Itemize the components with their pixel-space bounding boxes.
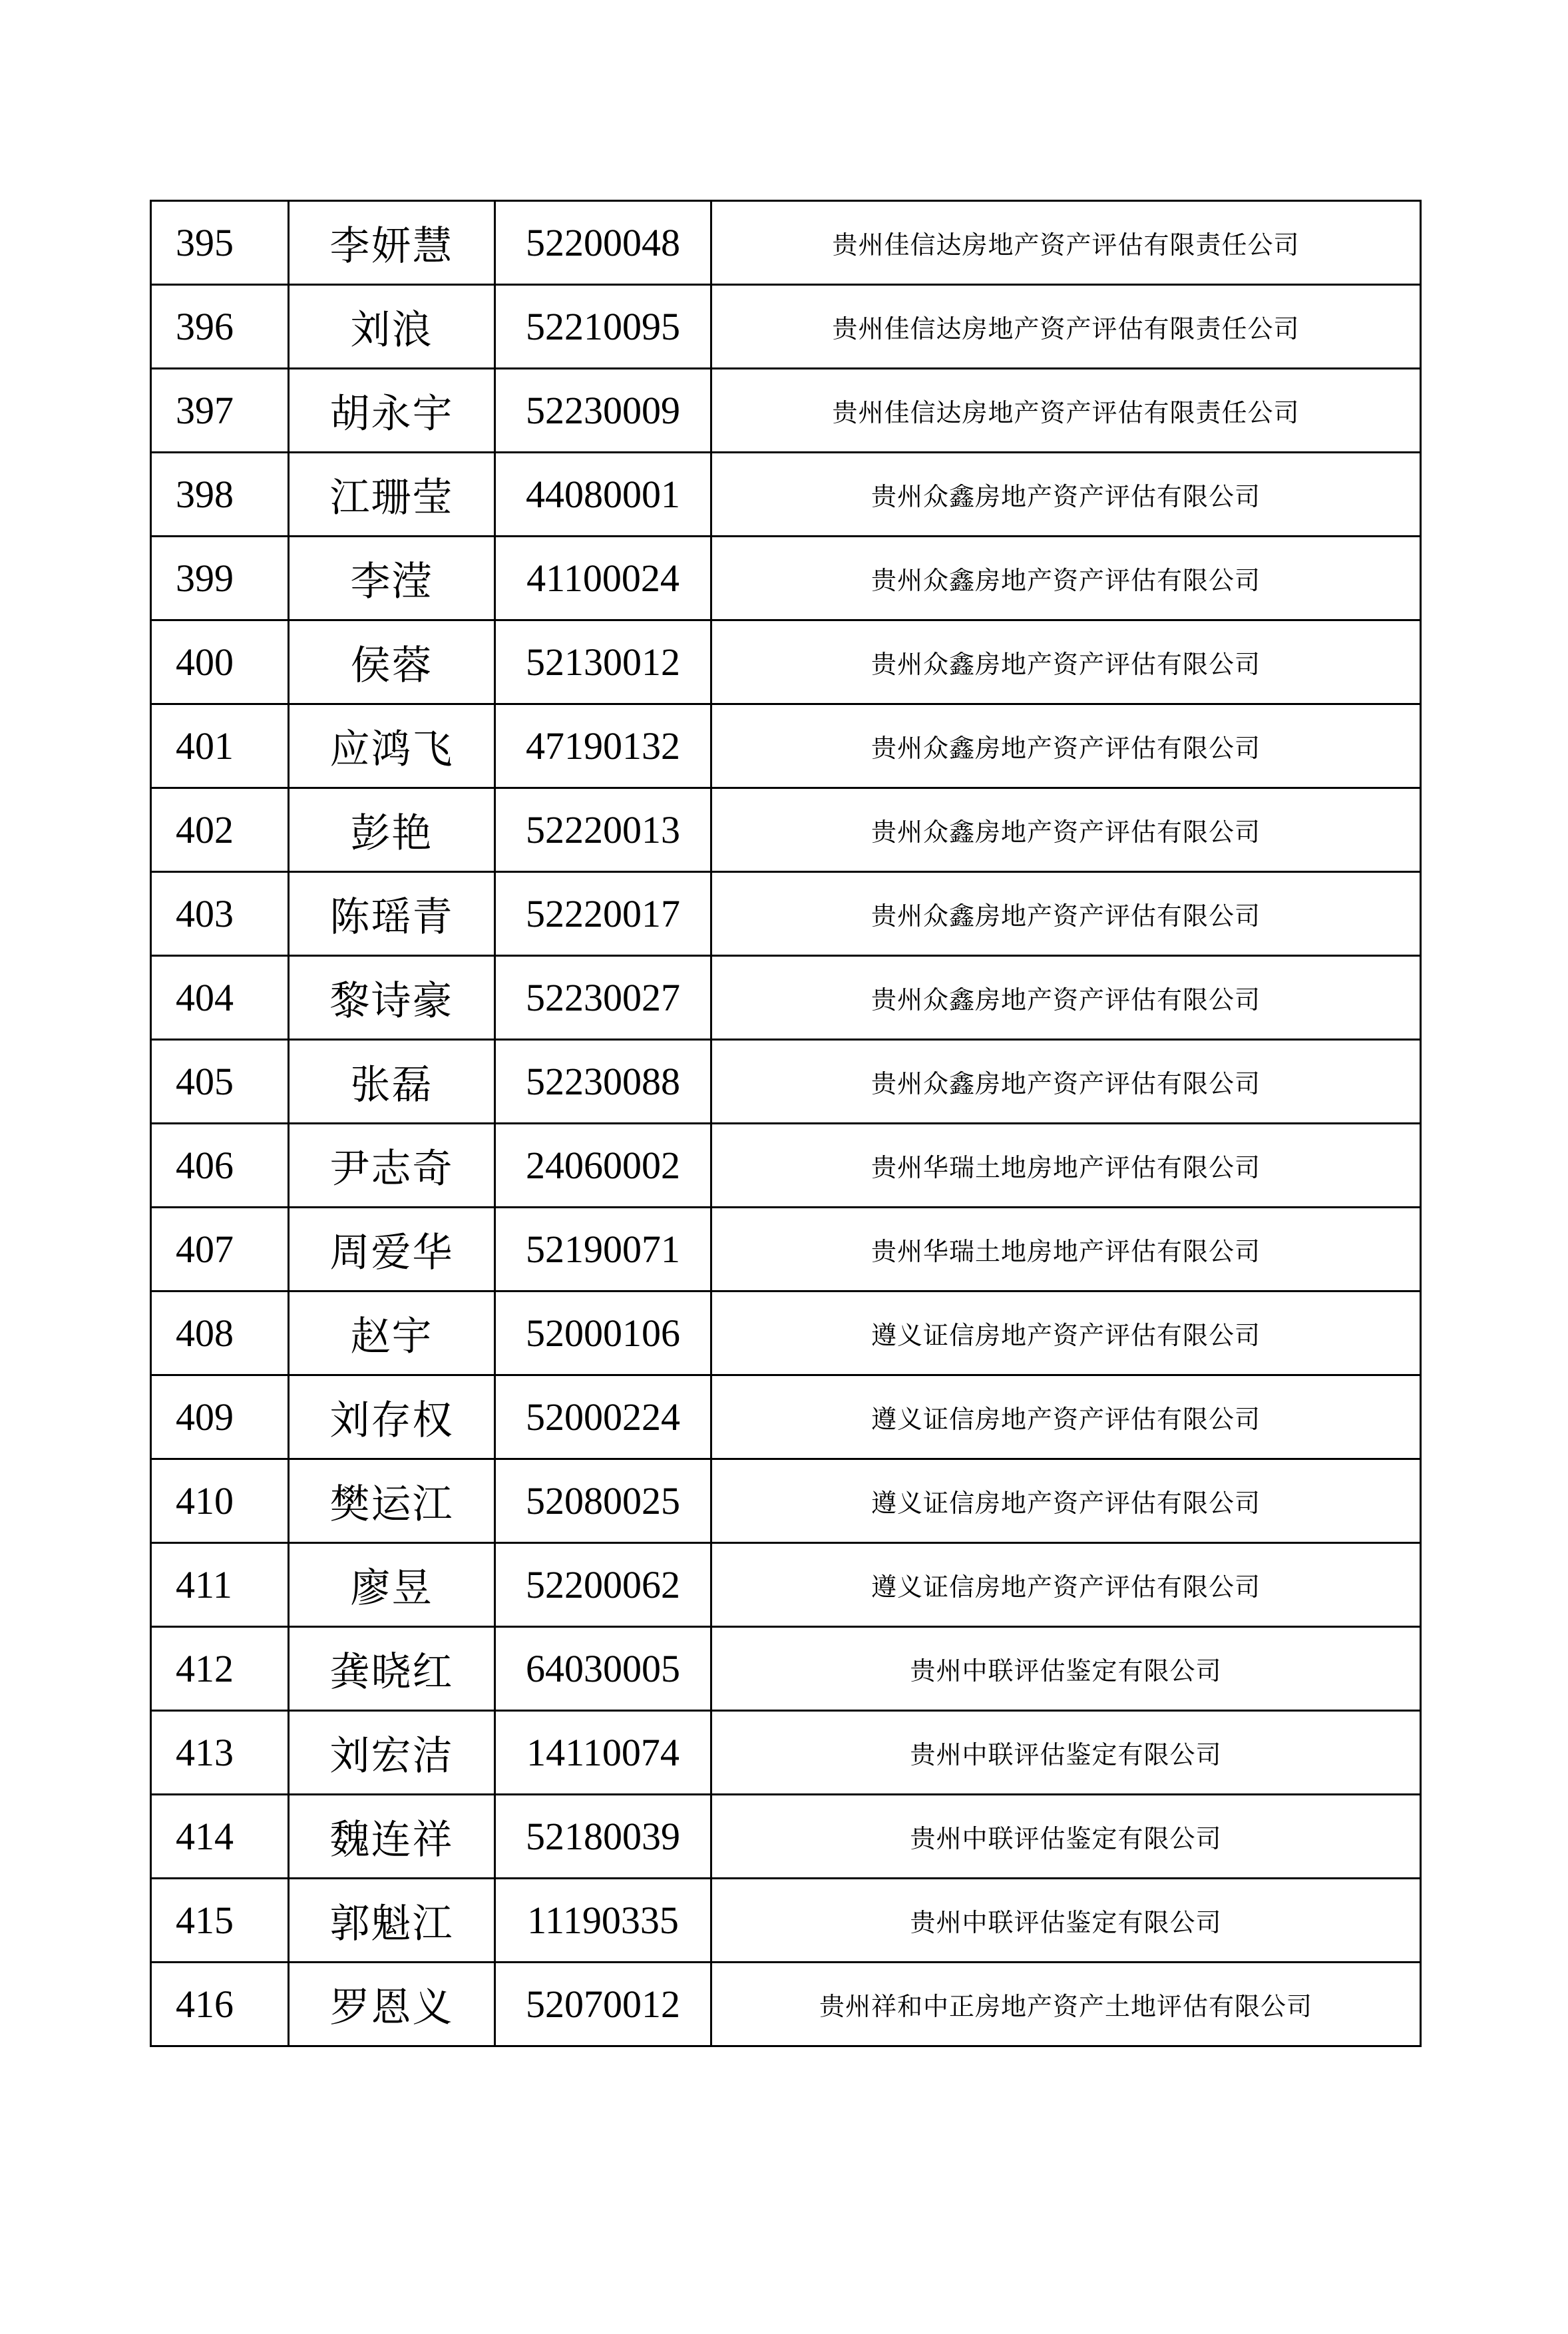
appraiser-name-cell: 彭艳	[289, 788, 495, 872]
certificate-number-cell: 52220013	[495, 788, 711, 872]
appraiser-name-cell: 刘浪	[289, 285, 495, 369]
organization-cell: 遵义证信房地产资产评估有限公司	[711, 1459, 1421, 1543]
table-row	[151, 285, 1421, 369]
table-row	[151, 704, 1421, 788]
appraiser-name-cell: 廖昱	[289, 1543, 495, 1627]
table-row	[151, 1040, 1421, 1124]
appraiser-name-cell: 陈瑶青	[289, 872, 495, 956]
organization-cell: 遵义证信房地产资产评估有限公司	[711, 1375, 1421, 1459]
appraiser-name-cell: 赵宇	[289, 1291, 495, 1375]
organization-cell: 贵州中联评估鉴定有限公司	[711, 1711, 1421, 1795]
seq-number-cell: 396	[151, 285, 289, 369]
table-row	[151, 788, 1421, 872]
table-row	[151, 1543, 1421, 1627]
certificate-number-cell: 52210095	[495, 285, 711, 369]
table-row	[151, 956, 1421, 1040]
seq-number-cell: 400	[151, 620, 289, 704]
certificate-number-cell: 52230027	[495, 956, 711, 1040]
organization-cell: 贵州中联评估鉴定有限公司	[711, 1627, 1421, 1711]
appraiser-name-cell: 江珊莹	[289, 453, 495, 537]
organization-cell: 贵州众鑫房地产资产评估有限公司	[711, 453, 1421, 537]
appraiser-registry-table	[150, 200, 1422, 2047]
appraiser-name-cell: 张磊	[289, 1040, 495, 1124]
certificate-number-cell: 52230088	[495, 1040, 711, 1124]
seq-number-cell: 397	[151, 369, 289, 453]
table-row	[151, 453, 1421, 537]
seq-number-cell: 409	[151, 1375, 289, 1459]
certificate-number-cell: 52080025	[495, 1459, 711, 1543]
seq-number-cell: 403	[151, 872, 289, 956]
organization-cell: 贵州众鑫房地产资产评估有限公司	[711, 704, 1421, 788]
appraiser-name-cell: 黎诗豪	[289, 956, 495, 1040]
certificate-number-cell: 52070012	[495, 1963, 711, 2046]
seq-number-cell: 415	[151, 1879, 289, 1963]
organization-cell: 贵州华瑞土地房地产评估有限公司	[711, 1208, 1421, 1291]
certificate-number-cell: 52000224	[495, 1375, 711, 1459]
organization-cell: 贵州众鑫房地产资产评估有限公司	[711, 620, 1421, 704]
appraiser-name-cell: 刘存权	[289, 1375, 495, 1459]
seq-number-cell: 395	[151, 201, 289, 285]
table-row	[151, 1963, 1421, 2046]
organization-cell: 贵州众鑫房地产资产评估有限公司	[711, 788, 1421, 872]
table-row	[151, 620, 1421, 704]
organization-cell: 贵州祥和中正房地产资产土地评估有限公司	[711, 1963, 1421, 2046]
certificate-number-cell: 52200048	[495, 201, 711, 285]
certificate-number-cell: 52130012	[495, 620, 711, 704]
seq-number-cell: 399	[151, 537, 289, 620]
organization-cell: 贵州佳信达房地产资产评估有限责任公司	[711, 201, 1421, 285]
table-row	[151, 369, 1421, 453]
table-row	[151, 537, 1421, 620]
seq-number-cell: 398	[151, 453, 289, 537]
seq-number-cell: 407	[151, 1208, 289, 1291]
organization-cell: 遵义证信房地产资产评估有限公司	[711, 1291, 1421, 1375]
certificate-number-cell: 44080001	[495, 453, 711, 537]
appraiser-name-cell: 胡永宇	[289, 369, 495, 453]
table-row	[151, 1795, 1421, 1879]
organization-cell: 贵州众鑫房地产资产评估有限公司	[711, 1040, 1421, 1124]
appraiser-name-cell: 罗恩义	[289, 1963, 495, 2046]
organization-cell: 贵州佳信达房地产资产评估有限责任公司	[711, 285, 1421, 369]
table-row	[151, 1459, 1421, 1543]
organization-cell: 贵州众鑫房地产资产评估有限公司	[711, 956, 1421, 1040]
organization-cell: 贵州众鑫房地产资产评估有限公司	[711, 537, 1421, 620]
organization-cell: 贵州众鑫房地产资产评估有限公司	[711, 872, 1421, 956]
organization-cell: 遵义证信房地产资产评估有限公司	[711, 1543, 1421, 1627]
certificate-number-cell: 64030005	[495, 1627, 711, 1711]
appraiser-name-cell: 郭魁江	[289, 1879, 495, 1963]
certificate-number-cell: 52190071	[495, 1208, 711, 1291]
appraiser-name-cell: 魏连祥	[289, 1795, 495, 1879]
certificate-number-cell: 11190335	[495, 1879, 711, 1963]
seq-number-cell: 412	[151, 1627, 289, 1711]
organization-cell: 贵州华瑞土地房地产评估有限公司	[711, 1124, 1421, 1208]
seq-number-cell: 414	[151, 1795, 289, 1879]
table-row	[151, 1711, 1421, 1795]
seq-number-cell: 405	[151, 1040, 289, 1124]
table-row	[151, 1627, 1421, 1711]
certificate-number-cell: 41100024	[495, 537, 711, 620]
certificate-number-cell: 14110074	[495, 1711, 711, 1795]
table-row	[151, 1879, 1421, 1963]
table-row	[151, 872, 1421, 956]
organization-cell: 贵州中联评估鉴定有限公司	[711, 1795, 1421, 1879]
table-row	[151, 1291, 1421, 1375]
certificate-number-cell: 47190132	[495, 704, 711, 788]
appraiser-name-cell: 樊运江	[289, 1459, 495, 1543]
certificate-number-cell: 52220017	[495, 872, 711, 956]
organization-cell: 贵州佳信达房地产资产评估有限责任公司	[711, 369, 1421, 453]
seq-number-cell: 410	[151, 1459, 289, 1543]
registry-table-body	[151, 201, 1421, 2046]
appraiser-name-cell: 李妍慧	[289, 201, 495, 285]
organization-cell: 贵州中联评估鉴定有限公司	[711, 1879, 1421, 1963]
appraiser-name-cell: 周爱华	[289, 1208, 495, 1291]
certificate-number-cell: 52180039	[495, 1795, 711, 1879]
seq-number-cell: 408	[151, 1291, 289, 1375]
certificate-number-cell: 52000106	[495, 1291, 711, 1375]
seq-number-cell: 406	[151, 1124, 289, 1208]
seq-number-cell: 404	[151, 956, 289, 1040]
certificate-number-cell: 52230009	[495, 369, 711, 453]
certificate-number-cell: 52200062	[495, 1543, 711, 1627]
appraiser-name-cell: 应鸿飞	[289, 704, 495, 788]
seq-number-cell: 411	[151, 1543, 289, 1627]
appraiser-name-cell: 侯蓉	[289, 620, 495, 704]
table-row	[151, 1124, 1421, 1208]
table-row	[151, 1375, 1421, 1459]
seq-number-cell: 402	[151, 788, 289, 872]
table-row	[151, 201, 1421, 285]
table-row	[151, 1208, 1421, 1291]
certificate-number-cell: 24060002	[495, 1124, 711, 1208]
seq-number-cell: 416	[151, 1963, 289, 2046]
appraiser-name-cell: 龚晓红	[289, 1627, 495, 1711]
appraiser-name-cell: 李滢	[289, 537, 495, 620]
seq-number-cell: 401	[151, 704, 289, 788]
appraiser-name-cell: 尹志奇	[289, 1124, 495, 1208]
appraiser-name-cell: 刘宏洁	[289, 1711, 495, 1795]
seq-number-cell: 413	[151, 1711, 289, 1795]
